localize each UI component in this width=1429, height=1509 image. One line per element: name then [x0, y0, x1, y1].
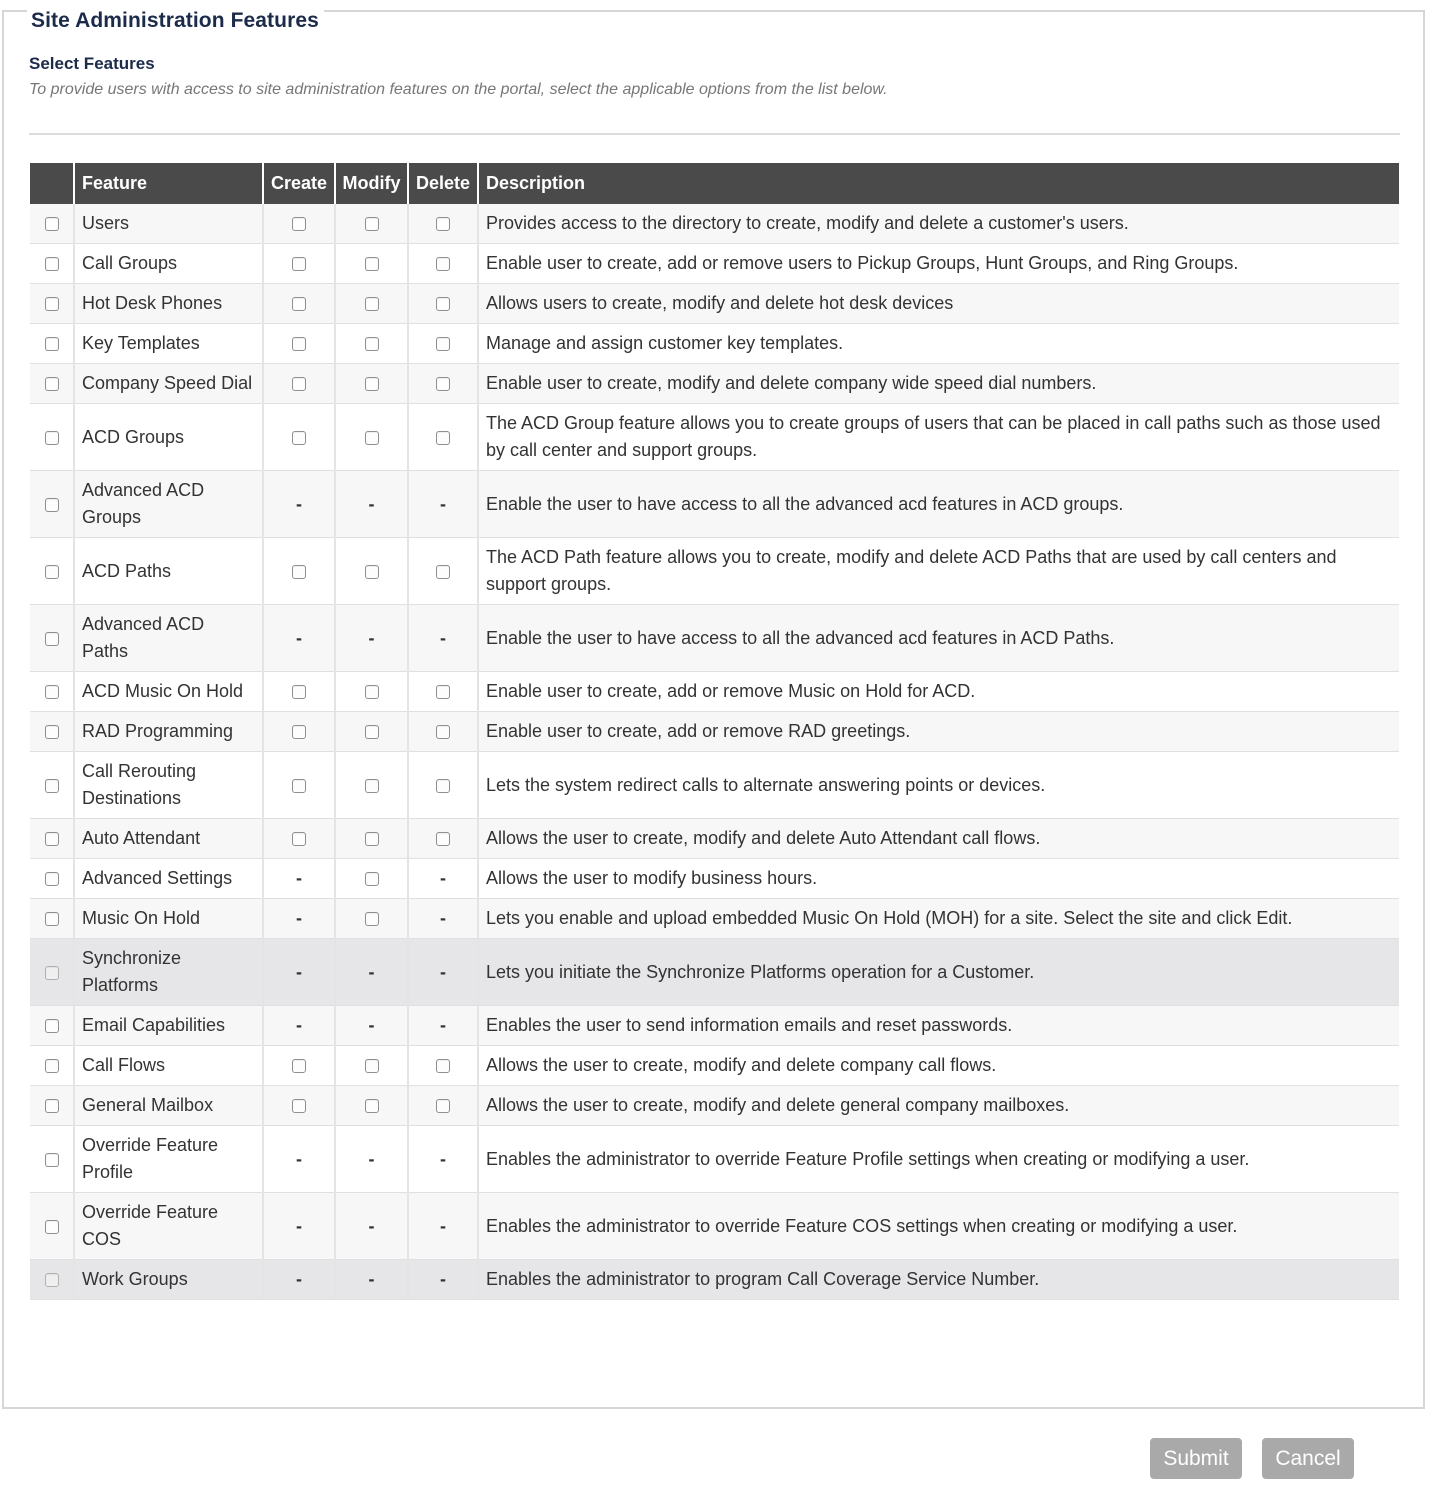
select-cell: [30, 605, 74, 672]
modify-permission-checkbox[interactable]: [365, 685, 379, 699]
feature-name: Call Groups: [74, 244, 263, 284]
create-not-applicable: -: [296, 627, 302, 648]
feature-name: General Mailbox: [74, 1086, 263, 1126]
delete-cell: [408, 538, 478, 605]
section-description: To provide users with access to site administration features on the portal, select the applicable options from the list below.: [29, 81, 888, 98]
select-feature-checkbox[interactable]: [45, 779, 59, 793]
modify-permission-checkbox[interactable]: [365, 832, 379, 846]
delete-not-applicable: -: [440, 1215, 446, 1236]
select-cell: [30, 672, 74, 712]
modify-permission-checkbox[interactable]: [365, 257, 379, 271]
table-row: [30, 672, 1399, 712]
delete-cell: [408, 752, 478, 819]
create-permission-checkbox[interactable]: [292, 1059, 306, 1073]
delete-cell: [408, 284, 478, 324]
modify-permission-checkbox[interactable]: [365, 565, 379, 579]
feature-name: Advanced ACD Groups: [74, 471, 263, 538]
select-cell: [30, 1086, 74, 1126]
create-permission-checkbox[interactable]: [292, 217, 306, 231]
create-permission-checkbox[interactable]: [292, 779, 306, 793]
create-cell: [263, 204, 335, 244]
modify-not-applicable: -: [368, 1148, 375, 1169]
modify-cell: [335, 712, 408, 752]
delete-cell: [408, 1046, 478, 1086]
select-feature-checkbox[interactable]: [45, 337, 59, 351]
delete-cell: [408, 324, 478, 364]
select-feature-checkbox[interactable]: [45, 632, 59, 646]
feature-description: Enable user to create, add or remove Music on Hold for ACD.: [478, 672, 1399, 712]
modify-permission-checkbox[interactable]: [365, 725, 379, 739]
select-feature-checkbox[interactable]: [45, 1099, 59, 1113]
table-row: [30, 1046, 1399, 1086]
feature-name: Users: [74, 204, 263, 244]
feature-name: Override Feature Profile: [74, 1126, 263, 1193]
modify-permission-checkbox[interactable]: [365, 431, 379, 445]
modify-cell: [335, 899, 408, 939]
modify-cell: [335, 1126, 408, 1193]
table-row: [30, 284, 1399, 324]
select-feature-checkbox[interactable]: [45, 685, 59, 699]
table-row: [30, 939, 1399, 1006]
feature-name: ACD Music On Hold: [74, 672, 263, 712]
delete-not-applicable: -: [440, 627, 446, 648]
delete-permission-checkbox[interactable]: [436, 1099, 450, 1113]
feature-name: RAD Programming: [74, 712, 263, 752]
table-row: [30, 471, 1399, 538]
delete-cell: [408, 819, 478, 859]
feature-description: Lets the system redirect calls to alternate answering points or devices.: [478, 752, 1399, 819]
modify-cell: [335, 1193, 408, 1260]
panel-legend: Site Administration Features: [27, 9, 324, 33]
delete-cell: [408, 404, 478, 471]
section-title: Select Features: [29, 54, 155, 73]
create-not-applicable: -: [296, 1215, 302, 1236]
table-row: [30, 899, 1399, 939]
delete-cell: [408, 204, 478, 244]
feature-name: Advanced Settings: [74, 859, 263, 899]
select-feature-checkbox[interactable]: [45, 872, 59, 886]
select-cell: [30, 1260, 74, 1300]
feature-name: Hot Desk Phones: [74, 284, 263, 324]
modify-cell: [335, 324, 408, 364]
modify-cell: [335, 244, 408, 284]
modify-permission-checkbox[interactable]: [365, 377, 379, 391]
delete-cell: [408, 1086, 478, 1126]
create-cell: [263, 244, 335, 284]
header-select: [30, 163, 74, 204]
feature-description: The ACD Path feature allows you to create, modify and delete ACD Paths that are used by call centers and support groups.: [478, 538, 1399, 605]
modify-not-applicable: -: [368, 493, 375, 514]
select-feature-checkbox[interactable]: [45, 725, 59, 739]
modify-cell: [335, 204, 408, 244]
table-row: [30, 404, 1399, 471]
delete-not-applicable: -: [440, 1269, 446, 1289]
feature-description: Enables the administrator to override Feature COS settings when creating or modifying a user.: [478, 1193, 1399, 1260]
feature-description: Enables the user to send information emails and reset passwords.: [478, 1006, 1399, 1046]
select-cell: [30, 819, 74, 859]
feature-description: Enable user to create, modify and delete company wide speed dial numbers.: [478, 364, 1399, 404]
delete-cell: [408, 1126, 478, 1193]
feature-description: Allows the user to create, modify and delete general company mailboxes.: [478, 1086, 1399, 1126]
modify-cell: [335, 538, 408, 605]
modify-permission-checkbox[interactable]: [365, 1059, 379, 1073]
feature-description: Enables the administrator to program Call Coverage Service Number.: [478, 1260, 1399, 1300]
features-table: [30, 163, 1399, 1300]
modify-cell: [335, 364, 408, 404]
feature-name: Company Speed Dial: [74, 364, 263, 404]
modify-permission-checkbox[interactable]: [365, 912, 379, 926]
create-permission-checkbox[interactable]: [292, 431, 306, 445]
create-not-applicable: -: [296, 961, 302, 982]
select-cell: [30, 939, 74, 1006]
create-cell: [263, 471, 335, 538]
create-not-applicable: -: [296, 868, 302, 888]
create-cell: [263, 605, 335, 672]
header-delete[interactable]: Delete: [408, 163, 478, 204]
create-cell: [263, 939, 335, 1006]
delete-cell: [408, 712, 478, 752]
feature-name: Call Rerouting Destinations: [74, 752, 263, 819]
table-row: [30, 244, 1399, 284]
delete-cell: [408, 859, 478, 899]
modify-cell: [335, 284, 408, 324]
modify-permission-checkbox[interactable]: [365, 779, 379, 793]
table-row: [30, 1006, 1399, 1046]
create-permission-checkbox[interactable]: [292, 257, 306, 271]
create-not-applicable: -: [296, 493, 302, 514]
select-cell: [30, 364, 74, 404]
feature-description: Enable the user to have access to all the advanced acd features in ACD Paths.: [478, 605, 1399, 672]
create-cell: [263, 1126, 335, 1193]
create-permission-checkbox[interactable]: [292, 377, 306, 391]
delete-cell: [408, 1260, 478, 1300]
feature-name: Key Templates: [74, 324, 263, 364]
select-feature-checkbox[interactable]: [45, 1273, 59, 1287]
feature-description: Enable the user to have access to all the advanced acd features in ACD groups.: [478, 471, 1399, 538]
create-permission-checkbox[interactable]: [292, 832, 306, 846]
select-cell: [30, 859, 74, 899]
feature-description: Allows users to create, modify and delete hot desk devices: [478, 284, 1399, 324]
select-cell: [30, 752, 74, 819]
select-cell: [30, 1126, 74, 1193]
create-not-applicable: -: [296, 1148, 302, 1169]
create-permission-checkbox[interactable]: [292, 337, 306, 351]
select-feature-checkbox[interactable]: [45, 1059, 59, 1073]
feature-description: Provides access to the directory to create, modify and delete a customer's users.: [478, 204, 1399, 244]
modify-cell: [335, 404, 408, 471]
header-modify[interactable]: Modify: [335, 163, 408, 204]
select-feature-checkbox[interactable]: [45, 1019, 59, 1033]
create-cell: [263, 1046, 335, 1086]
table-row: [30, 1086, 1399, 1126]
delete-permission-checkbox[interactable]: [436, 217, 450, 231]
feature-name: ACD Paths: [74, 538, 263, 605]
modify-cell: [335, 1086, 408, 1126]
select-feature-checkbox[interactable]: [45, 297, 59, 311]
select-feature-checkbox[interactable]: [45, 1220, 59, 1234]
select-feature-checkbox[interactable]: [45, 257, 59, 271]
select-feature-checkbox[interactable]: [45, 912, 59, 926]
feature-description: Manage and assign customer key templates.: [478, 324, 1399, 364]
feature-name: ACD Groups: [74, 404, 263, 471]
select-cell: [30, 1006, 74, 1046]
feature-name: Call Flows: [74, 1046, 263, 1086]
select-cell: [30, 471, 74, 538]
select-feature-checkbox[interactable]: [45, 498, 59, 512]
delete-cell: [408, 672, 478, 712]
modify-not-applicable: -: [368, 627, 375, 648]
create-permission-checkbox[interactable]: [292, 1099, 306, 1113]
modify-permission-checkbox[interactable]: [365, 872, 379, 886]
delete-permission-checkbox[interactable]: [436, 725, 450, 739]
table-row: [30, 1126, 1399, 1193]
modify-not-applicable: -: [368, 961, 375, 982]
create-permission-checkbox[interactable]: [292, 297, 306, 311]
feature-description: Enable user to create, add or remove users to Pickup Groups, Hunt Groups, and Ring Groups.: [478, 244, 1399, 284]
select-feature-checkbox[interactable]: [45, 832, 59, 846]
table-row: [30, 1193, 1399, 1260]
create-permission-checkbox[interactable]: [292, 725, 306, 739]
feature-description: Allows the user to create, modify and delete Auto Attendant call flows.: [478, 819, 1399, 859]
feature-name: Override Feature COS: [74, 1193, 263, 1260]
delete-not-applicable: -: [440, 493, 446, 514]
feature-description: Lets you enable and upload embedded Music On Hold (MOH) for a site. Select the site and click Edit.: [478, 899, 1399, 939]
select-cell: [30, 538, 74, 605]
create-cell: [263, 538, 335, 605]
modify-not-applicable: -: [368, 1015, 375, 1035]
delete-permission-checkbox[interactable]: [436, 565, 450, 579]
modify-cell: [335, 1046, 408, 1086]
create-cell: [263, 1260, 335, 1300]
feature-name: Music On Hold: [74, 899, 263, 939]
select-cell: [30, 712, 74, 752]
delete-not-applicable: -: [440, 961, 446, 982]
select-cell: [30, 899, 74, 939]
modify-cell: [335, 1006, 408, 1046]
create-cell: [263, 899, 335, 939]
select-cell: [30, 1046, 74, 1086]
create-cell: [263, 819, 335, 859]
delete-cell: [408, 471, 478, 538]
select-cell: [30, 284, 74, 324]
modify-cell: [335, 819, 408, 859]
modify-not-applicable: -: [368, 1269, 375, 1289]
delete-cell: [408, 244, 478, 284]
delete-permission-checkbox[interactable]: [436, 337, 450, 351]
create-not-applicable: -: [296, 1015, 302, 1035]
delete-permission-checkbox[interactable]: [436, 832, 450, 846]
feature-name: Work Groups: [74, 1260, 263, 1300]
delete-permission-checkbox[interactable]: [436, 1059, 450, 1073]
select-cell: [30, 404, 74, 471]
create-permission-checkbox[interactable]: [292, 685, 306, 699]
modify-not-applicable: -: [368, 1215, 375, 1236]
feature-description: Enables the administrator to override Feature Profile settings when creating or modifying a user.: [478, 1126, 1399, 1193]
create-cell: [263, 324, 335, 364]
select-feature-checkbox[interactable]: [45, 565, 59, 579]
submit-button[interactable]: Submit: [1150, 1438, 1242, 1479]
select-feature-checkbox[interactable]: [45, 966, 59, 980]
table-row: [30, 324, 1399, 364]
select-cell: [30, 244, 74, 284]
header-feature[interactable]: Feature: [74, 163, 263, 204]
select-feature-checkbox[interactable]: [45, 431, 59, 445]
table-row: [30, 1260, 1399, 1300]
modify-cell: [335, 939, 408, 1006]
delete-cell: [408, 605, 478, 672]
feature-name: Email Capabilities: [74, 1006, 263, 1046]
table-row: [30, 364, 1399, 404]
create-cell: [263, 364, 335, 404]
table-row: [30, 752, 1399, 819]
create-cell: [263, 859, 335, 899]
delete-not-applicable: -: [440, 1148, 446, 1169]
modify-cell: [335, 672, 408, 712]
create-cell: [263, 284, 335, 324]
delete-cell: [408, 1193, 478, 1260]
feature-description: The ACD Group feature allows you to create groups of users that can be placed in call paths such as those used by call center and support groups.: [478, 404, 1399, 471]
delete-not-applicable: -: [440, 908, 446, 928]
modify-permission-checkbox[interactable]: [365, 337, 379, 351]
modify-permission-checkbox[interactable]: [365, 1099, 379, 1113]
feature-description: Allows the user to create, modify and delete company call flows.: [478, 1046, 1399, 1086]
feature-name: Auto Attendant: [74, 819, 263, 859]
select-cell: [30, 204, 74, 244]
delete-permission-checkbox[interactable]: [436, 377, 450, 391]
table-row: [30, 605, 1399, 672]
delete-not-applicable: -: [440, 868, 446, 888]
modify-permission-checkbox[interactable]: [365, 297, 379, 311]
table-row: [30, 204, 1399, 244]
create-not-applicable: -: [296, 908, 302, 928]
delete-permission-checkbox[interactable]: [436, 431, 450, 445]
features-table-body: [30, 204, 1399, 1300]
create-cell: [263, 1086, 335, 1126]
delete-permission-checkbox[interactable]: [436, 257, 450, 271]
create-cell: [263, 404, 335, 471]
table-header-row: [30, 163, 1399, 204]
table-row: [30, 819, 1399, 859]
modify-cell: [335, 1260, 408, 1300]
modify-permission-checkbox[interactable]: [365, 217, 379, 231]
cancel-button[interactable]: Cancel: [1262, 1438, 1354, 1479]
divider: [29, 133, 1400, 135]
modify-cell: [335, 471, 408, 538]
feature-description: Lets you initiate the Synchronize Platforms operation for a Customer.: [478, 939, 1399, 1006]
create-cell: [263, 752, 335, 819]
create-cell: [263, 1193, 335, 1260]
delete-cell: [408, 939, 478, 1006]
select-cell: [30, 324, 74, 364]
delete-not-applicable: -: [440, 1015, 446, 1035]
header-description: Description: [478, 163, 1399, 204]
create-permission-checkbox[interactable]: [292, 565, 306, 579]
feature-description: Enable user to create, add or remove RAD greetings.: [478, 712, 1399, 752]
table-row: [30, 859, 1399, 899]
modify-cell: [335, 859, 408, 899]
create-cell: [263, 672, 335, 712]
select-feature-checkbox[interactable]: [45, 377, 59, 391]
select-cell: [30, 1193, 74, 1260]
create-cell: [263, 712, 335, 752]
feature-name: Advanced ACD Paths: [74, 605, 263, 672]
modify-cell: [335, 605, 408, 672]
select-feature-checkbox[interactable]: [45, 217, 59, 231]
select-feature-checkbox[interactable]: [45, 1153, 59, 1167]
create-not-applicable: -: [296, 1269, 302, 1289]
table-row: [30, 538, 1399, 605]
feature-name: Synchronize Platforms: [74, 939, 263, 1006]
delete-permission-checkbox[interactable]: [436, 779, 450, 793]
delete-cell: [408, 364, 478, 404]
delete-permission-checkbox[interactable]: [436, 297, 450, 311]
table-row: [30, 712, 1399, 752]
modify-cell: [335, 752, 408, 819]
delete-permission-checkbox[interactable]: [436, 685, 450, 699]
create-cell: [263, 1006, 335, 1046]
header-create[interactable]: Create: [263, 163, 335, 204]
feature-description: Allows the user to modify business hours.: [478, 859, 1399, 899]
delete-cell: [408, 1006, 478, 1046]
delete-cell: [408, 899, 478, 939]
